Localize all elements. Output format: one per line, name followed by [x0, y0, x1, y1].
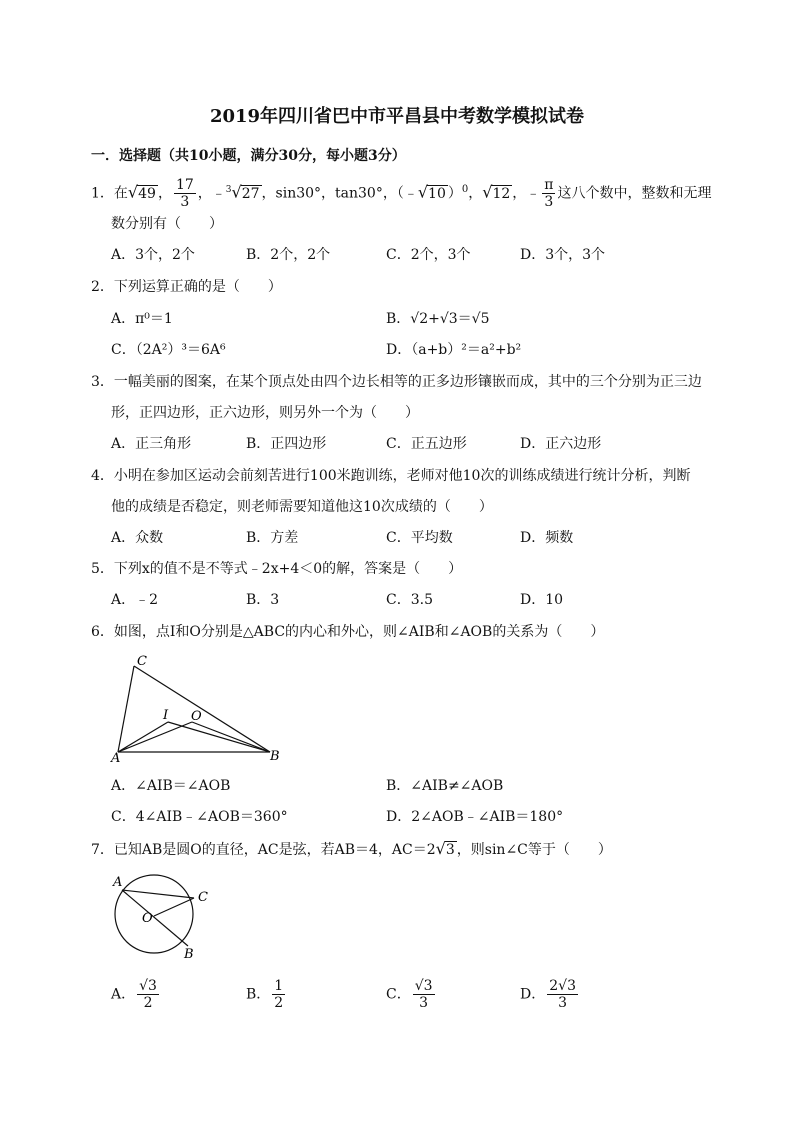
- q1-option-d: D．3个，3个: [520, 247, 606, 263]
- segment-ib: [168, 722, 270, 752]
- label-b: B: [270, 749, 280, 764]
- q4-option-b: B．方差: [246, 530, 299, 546]
- diameter-ab: [122, 890, 188, 946]
- q6-triangle-figure: [108, 650, 288, 768]
- q1-fraction-17-3: $\frac{17}{3}$: [175, 177, 194, 210]
- q2-option-a: A．π⁰＝1: [111, 311, 173, 327]
- segment-ac: [118, 666, 134, 752]
- q3-option-b: B．正四边形: [246, 436, 327, 452]
- label-c: C: [137, 654, 147, 669]
- q3-option-c: C．正五边形: [386, 436, 467, 452]
- question-1-line2: 数分别有（ ）: [111, 216, 223, 232]
- question-3-line2: 形，正四边形，正六边形，则另外一个为（ ）: [111, 405, 419, 421]
- q2-option-b: B．√2+√3＝√5: [386, 311, 490, 327]
- label-i: I: [163, 708, 169, 723]
- q7-option-b: B． $\frac{1}{2}$: [246, 978, 284, 1011]
- q1-fraction-pi-3: $\frac{\pi}{3}$: [544, 177, 554, 210]
- q5-option-d: D．10: [520, 592, 564, 608]
- segment-ao: [118, 722, 192, 752]
- label-o: O: [191, 709, 202, 724]
- q7-option-c: C． $\frac{√3}{3}$: [386, 978, 433, 1011]
- section-heading: 一．选择题（共10小题，满分30分，每小题3分）: [91, 148, 406, 164]
- page-title: 2019年四川省巴中市平昌县中考数学模拟试卷: [209, 106, 585, 127]
- q1-number: 1．: [91, 185, 114, 202]
- q6-option-d: D．2∠AOB﹣∠AIB＝180°: [386, 809, 564, 825]
- q7-option-d: D． $\frac{2√3}{3}$: [520, 978, 576, 1011]
- q4-option-d: D．频数: [520, 530, 574, 546]
- question-4-line2: 他的成绩是否稳定，则老师需要知道他这10次成绩的（ ）: [111, 499, 493, 515]
- q5-option-a: A．﹣2: [111, 592, 159, 608]
- q1-sqrt49: 49: [138, 185, 156, 202]
- question-5-stem: 5．下列x的值不是不等式﹣2x+4＜0的解，答案是（ ）: [91, 561, 463, 577]
- question-6-stem: 6．如图，点I和O分别是△ABC的内心和外心，则∠AIB和∠AOB的关系为（ ）: [91, 624, 605, 640]
- segment-oc: [154, 898, 194, 916]
- question-3-line1: 3．一幅美丽的图案，在某个顶点处由四个边长相等的正多边形镶嵌而成，其中的三个分别为正三边: [91, 374, 702, 390]
- q7-circle-figure: [108, 870, 218, 960]
- q7-sqrt3: 3: [445, 842, 455, 858]
- label-a: A: [113, 875, 123, 890]
- q2-option-d: D．（a+b）²＝a²+b²: [386, 342, 522, 358]
- label-b: B: [184, 947, 194, 960]
- question-7-stem: 7．已知AB是圆O的直径，AC是弦，若AB＝4，AC＝2√3 ，则sin∠C等于（ ）: [91, 839, 612, 858]
- q1-sqrt12: 12: [492, 185, 511, 202]
- q1-option-c: C．2个，3个: [386, 247, 471, 263]
- q6-option-c: C．4∠AIB﹣∠AOB＝360°: [111, 809, 288, 825]
- q2-option-c: C．（2A²）³＝6A⁶: [111, 342, 226, 358]
- segment-ob: [192, 722, 270, 752]
- q5-option-b: B．3: [246, 592, 280, 608]
- q4-option-a: A．众数: [111, 530, 164, 546]
- q6-option-a: A．∠AIB＝∠AOB: [111, 778, 231, 794]
- q7-option-a: A． $\frac{√3}{2}$: [111, 978, 157, 1011]
- circle-o: [115, 875, 193, 953]
- q1-sqrt10: 10: [428, 185, 446, 202]
- label-a: A: [111, 751, 121, 766]
- question-1-line1: 1．在√49 ， $\frac{17}{3}$ ，﹣$^3$√27 ，sin30°，tan30°，（﹣√10 ）$^0$，√12 ，﹣ $\frac{\pi}{3}$ 这八个数中，整数和无理: [91, 177, 712, 210]
- question-2-stem: 2．下列运算正确的是（ ）: [91, 279, 282, 295]
- q3-option-a: A．正三角形: [111, 436, 192, 452]
- segment-ai: [118, 722, 168, 752]
- label-c: C: [198, 890, 208, 905]
- question-4-line1: 4．小明在参加区运动会前刻苦进行100米跑训练，老师对他10次的训练成绩进行统计分析，判断: [91, 468, 691, 484]
- q1-option-a: A．3个，2个: [111, 247, 195, 263]
- q5-option-c: C．3.5: [386, 592, 433, 608]
- q1-cbrt27: 27: [241, 185, 260, 202]
- q3-option-d: D．正六边形: [520, 436, 602, 452]
- label-o: O: [142, 911, 153, 926]
- q6-option-b: B．∠AIB≠∠AOB: [386, 778, 504, 794]
- segment-cb: [134, 666, 270, 752]
- q4-option-c: C．平均数: [386, 530, 453, 546]
- chord-ac: [122, 890, 194, 898]
- q1-option-b: B．2个，2个: [246, 247, 331, 263]
